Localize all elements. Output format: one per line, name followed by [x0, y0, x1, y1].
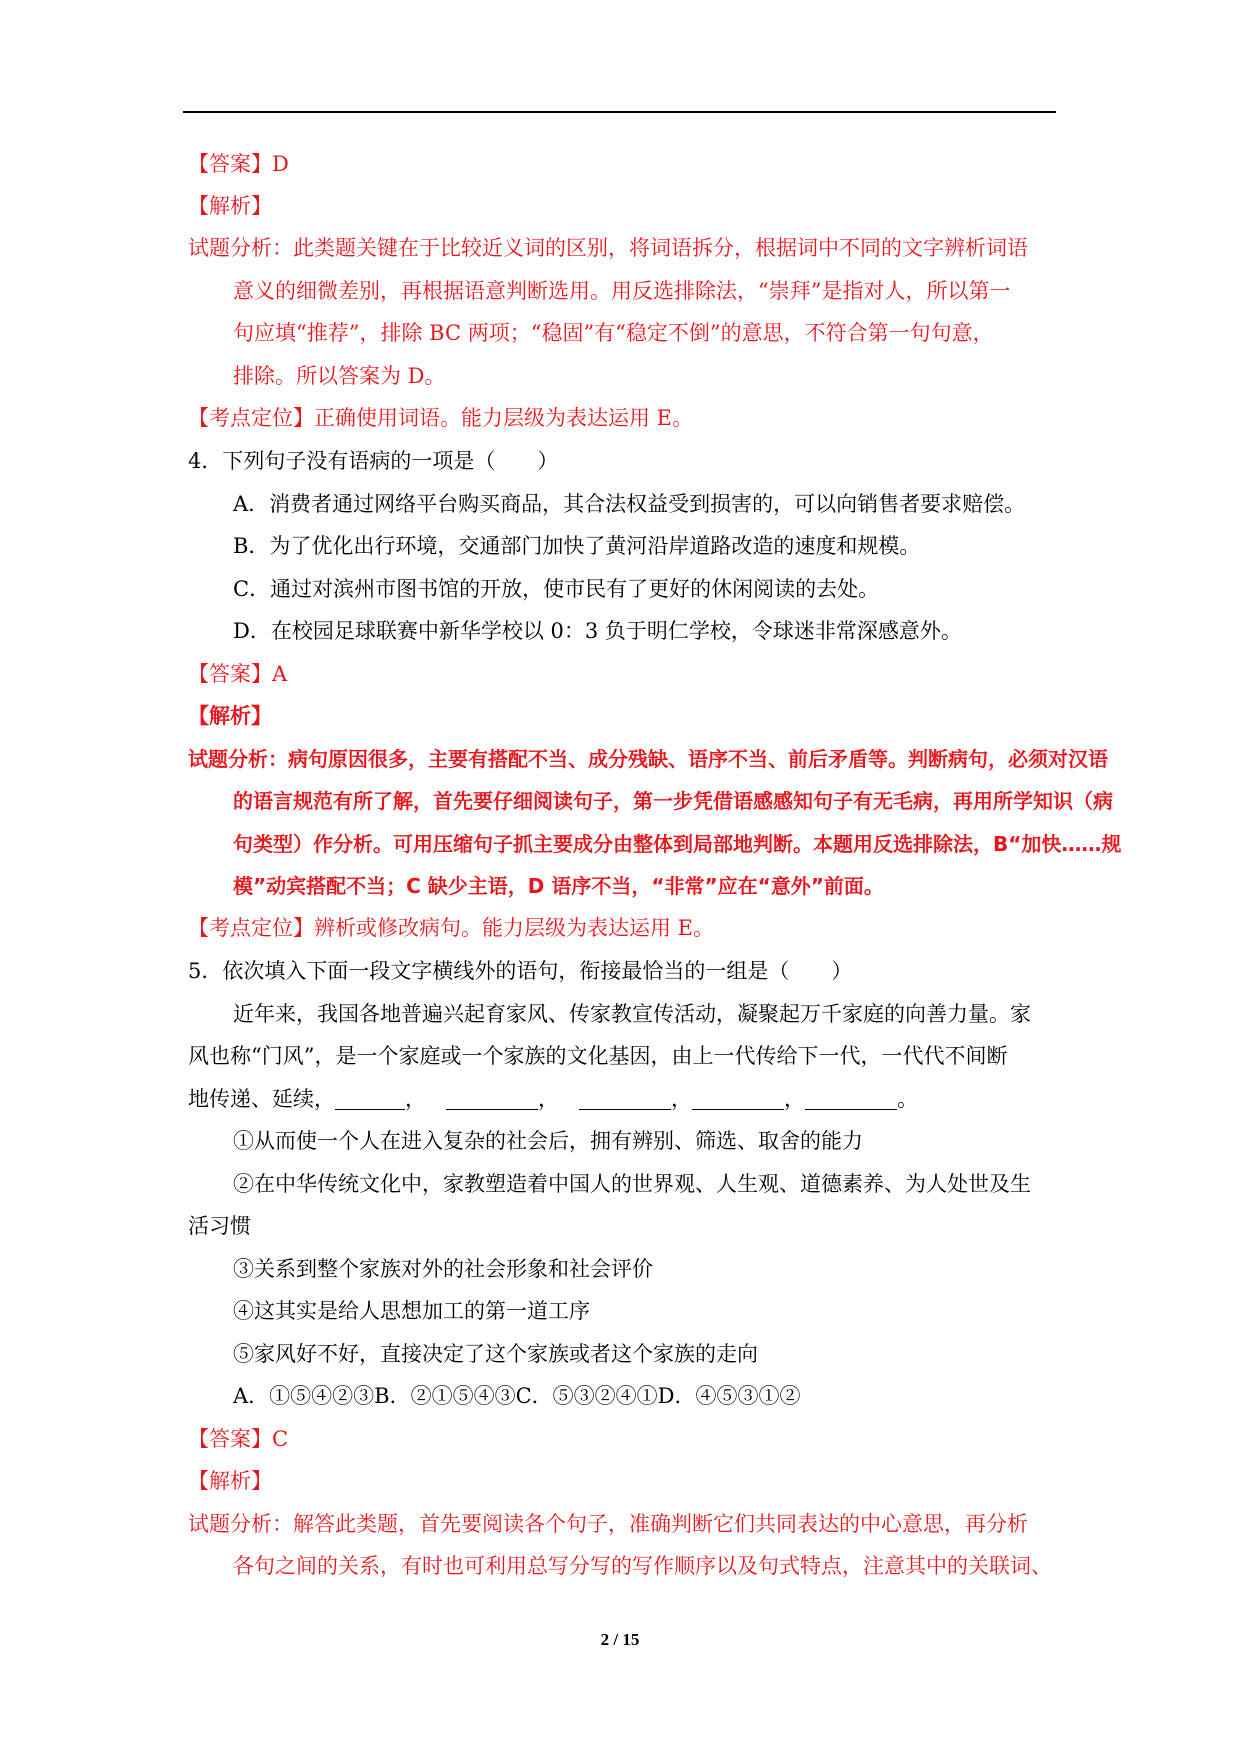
separator: ，: [405, 1087, 426, 1111]
q4-analysis-line: 模”动宾搭配不当；C 缺少主语，D 语序不当，“非常”应在“意外”前面。: [233, 874, 884, 898]
separator: ，: [538, 1087, 559, 1111]
q5-passage-blanks-line: [188, 1084, 918, 1114]
q4-analysis-tag: 【解析】: [188, 704, 272, 728]
q5-passage-line: 近年来，我国各地普遍兴起育家风、传家教宣传活动，凝聚起万千家庭的向善力量。家: [233, 1002, 1031, 1026]
q5-choices: A．①⑤④②③B．②①⑤④③C．⑤③②④①D．④⑤③①②: [233, 1384, 801, 1408]
fill-blank-3: [579, 1087, 671, 1110]
q5-answer: 【答案】C: [188, 1427, 289, 1451]
q3-kaodian: 【考点定位】正确使用词语。能力层级为表达运用 E。: [188, 406, 694, 430]
q4-option-b: B．为了优化出行环境，交通部门加快了黄河沿岸道路改造的速度和规模。: [233, 534, 921, 558]
header-rule: [183, 111, 1056, 113]
fill-blank-4: [692, 1087, 784, 1110]
q4-analysis-line: 句类型）作分析。可用压缩句子抓主要成分由整体到局部地判断。本题用反选排除法，B“加快……规: [233, 832, 1122, 856]
q4-answer: 【答案】A: [188, 662, 288, 686]
separator: ，: [671, 1087, 692, 1111]
q5-analysis-line: 试题分析：解答此类题，首先要阅读各个句子，准确判断它们共同表达的中心意思，再分析: [188, 1512, 1028, 1536]
fill-blank-2: [446, 1087, 538, 1110]
q5-passage-line: 风也称“门风”，是一个家庭或一个家族的文化基因，由上一代传给下一代，一代代不间断: [188, 1044, 1008, 1068]
q5-sentence-3: ③关系到整个家族对外的社会形象和社会评价: [233, 1257, 653, 1281]
q3-analysis-line: 试题分析：此类题关键在于比较近义词的区别，将词语拆分，根据词中不同的文字辨析词语: [188, 236, 1028, 260]
q3-analysis-line: 句应填“推荐”，排除 BC 两项；“稳固”有“稳定不倒”的意思，不符合第一句句意，: [233, 321, 994, 345]
fill-blank-1: [335, 1087, 405, 1110]
q4-analysis-line: 试题分析：病句原因很多，主要有搭配不当、成分残缺、语序不当、前后矛盾等。判断病句，必须对汉语: [188, 747, 1108, 771]
q3-answer: 【答案】D: [188, 152, 289, 176]
fill-blank-5: [805, 1087, 897, 1110]
separator: ，: [784, 1087, 805, 1111]
q4-stem: 4．下列句子没有语病的一项是（ ）: [188, 449, 559, 473]
q3-analysis-line: 排除。所以答案为 D。: [233, 364, 446, 388]
q5-passage-prefix: 地传递、延续，: [188, 1087, 335, 1111]
q5-analysis-tag: 【解析】: [188, 1469, 272, 1493]
q5-stem: 5．依次填入下面一段文字横线外的语句，衔接最恰当的一组是（ ）: [188, 959, 853, 983]
q5-sentence-2: ②在中华传统文化中，家教塑造着中国人的世界观、人生观、道德素养、为人处世及生: [233, 1172, 1031, 1196]
q5-sentence-4: ④这其实是给人思想加工的第一道工序: [233, 1299, 590, 1323]
page-number: 2 / 15: [600, 1630, 640, 1649]
q3-analysis-tag: 【解析】: [188, 194, 272, 218]
q4-analysis-line: 的语言规范有所了解，首先要仔细阅读句子，第一步凭借语感感知句子有无毛病，再用所学知识（病: [233, 789, 1113, 813]
q4-option-c: C．通过对滨州市图书馆的开放，使市民有了更好的休闲阅读的去处。: [233, 577, 880, 601]
q4-kaodian: 【考点定位】辨析或修改病句。能力层级为表达运用 E。: [188, 916, 715, 940]
q3-analysis-line: 意义的细微差别，再根据语意判断选用。用反选排除法，“崇拜”是指对人，所以第一: [233, 279, 1011, 303]
q5-analysis-line: 各句之间的关系，有时也可利用总写分写的写作顺序以及句式特点，注意其中的关联词、: [233, 1554, 1052, 1578]
q5-sentence-2-cont: 活习惯: [188, 1214, 251, 1238]
q4-option-a: A．消费者通过网络平台购买商品，其合法权益受到损害的，可以向销售者要求赔偿。: [233, 492, 1026, 516]
q5-sentence-1: ①从而使一个人在进入复杂的社会后，拥有辨别、筛选、取舍的能力: [233, 1129, 863, 1153]
q5-sentence-5: ⑤家风好不好，直接决定了这个家族或者这个家族的走向: [233, 1342, 758, 1366]
q4-option-d: D．在校园足球联赛中新华学校以 0：3 负于明仁学校，令球迷非常深感意外。: [233, 619, 962, 643]
separator: 。: [897, 1087, 918, 1111]
